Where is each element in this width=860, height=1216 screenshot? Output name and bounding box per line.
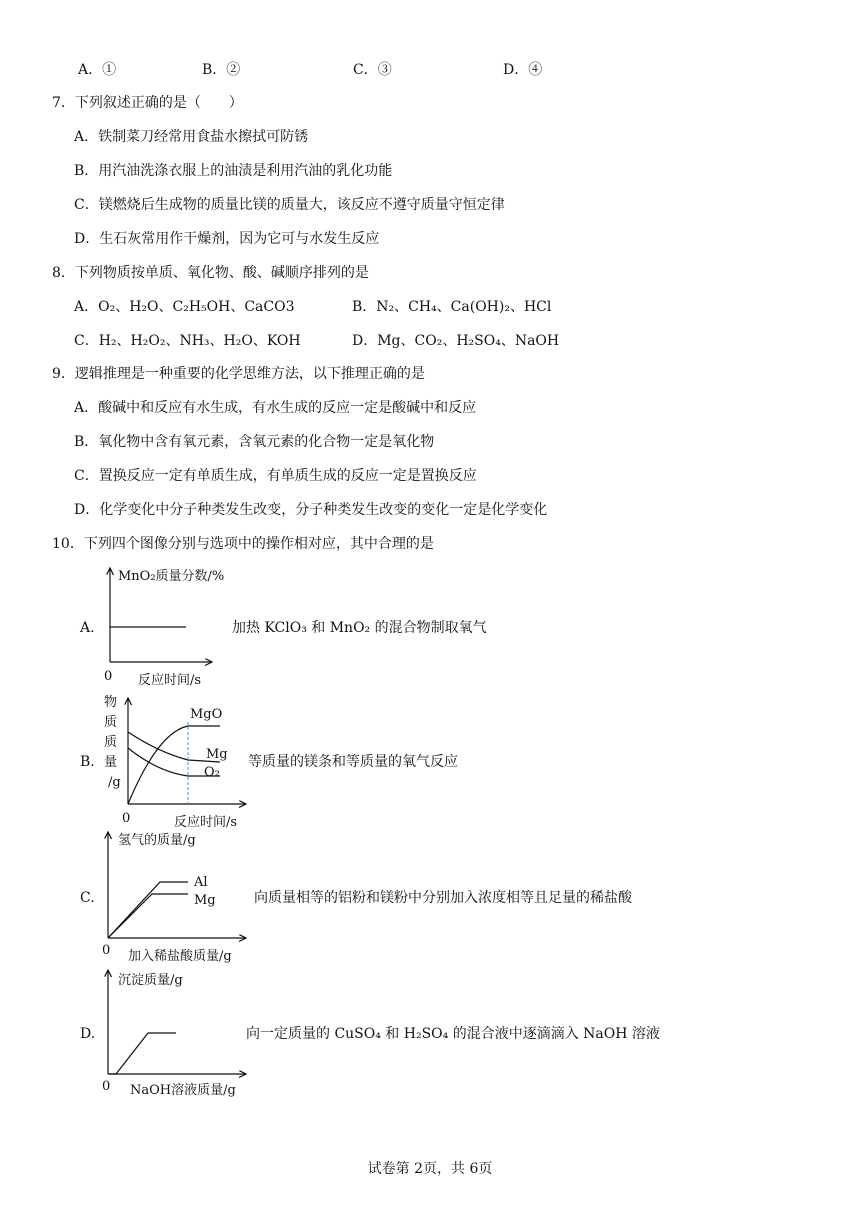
q10-a-origin: 0 <box>104 669 113 684</box>
q9-option-a: A．酸碱中和反应有水生成，有水生成的反应一定是酸碱中和反应 <box>74 400 477 416</box>
q10-b-letter: B. <box>80 754 95 770</box>
q10-b-label-mgo: MgO <box>190 707 223 722</box>
q10-c-graph <box>98 828 258 966</box>
q6-option-c: C．③ <box>353 62 392 78</box>
q10-d-origin: 0 <box>102 1079 111 1094</box>
q10-c-ylabel: 氢气的质量/g <box>118 833 196 848</box>
q10-d-line <box>108 1033 176 1074</box>
q10-d-ylabel: 沉淀质量/g <box>118 973 183 988</box>
q8-option-a: A．O₂、H₂O、C₂H₅OH、CaCO3 <box>74 299 295 315</box>
q6-option-a: A．① <box>78 62 117 78</box>
q8-option-d: D．Mg、CO₂、H₂SO₄、NaOH <box>352 333 560 349</box>
q7-stem: 7．下列叙述正确的是（ ） <box>52 95 243 111</box>
q10-c-label-al: Al <box>194 875 208 890</box>
q6-option-b: B．② <box>202 62 241 78</box>
q10-b-label-mg: Mg <box>206 747 228 762</box>
q10-b-description: 等质量的镁条和等质量的氧气反应 <box>248 754 458 770</box>
q10-b-ylabel-5: /g <box>108 775 121 790</box>
q7-option-c: C．镁燃烧后生成物的质量比镁的质量大，该反应不遵守质量守恒定律 <box>74 197 505 213</box>
q10-b-ylabel-1: 物 <box>104 695 118 710</box>
q10-b-ylabel-4: 量 <box>104 755 118 770</box>
q9-option-b: B．氧化物中含有氧元素，含氧元素的化合物一定是氧化物 <box>74 434 435 450</box>
q10-c-mg-line <box>108 894 188 938</box>
q9-option-d: D．化学变化中分子种类发生改变，分子种类发生改变的变化一定是化学变化 <box>74 502 548 518</box>
q10-a-graph <box>96 562 236 690</box>
q10-d-description: 向一定质量的 CuSO₄ 和 H₂SO₄ 的混合液中逐滴滴入 NaOH 溶液 <box>246 1026 660 1042</box>
q8-option-b: B．N₂、CH₄、Ca(OH)₂、HCl <box>352 299 552 315</box>
q7-option-d: D．生石灰常用作干燥剂，因为它可与水发生反应 <box>74 231 380 247</box>
q8-option-c: C．H₂、H₂O₂、NH₃、H₂O、KOH <box>74 333 301 349</box>
q8-stem: 8．下列物质按单质、氧化物、酸、碱顺序排列的是 <box>52 265 369 281</box>
page-footer: 试卷第 2页，共 6页 <box>367 1161 493 1177</box>
q10-d-graph <box>98 966 258 1100</box>
q7-option-a: A．铁制菜刀经常用食盐水擦拭可防锈 <box>74 129 309 145</box>
q9-option-c: C．置换反应一定有单质生成，有单质生成的反应一定是置换反应 <box>74 468 477 484</box>
q10-b-graph <box>98 692 258 832</box>
q10-b-ylabel-3: 质 <box>104 735 118 750</box>
q10-c-origin: 0 <box>102 943 111 958</box>
q10-c-letter: C. <box>80 890 95 906</box>
q10-b-xlabel: 反应时间/s <box>174 815 238 830</box>
q10-b-label-o2: O₂ <box>204 765 220 780</box>
q7-option-b: B．用汽油洗涤衣服上的油渍是利用汽油的乳化功能 <box>74 163 393 179</box>
q10-d-letter: D. <box>80 1026 96 1042</box>
q10-d-xlabel: NaOH溶液质量/g <box>130 1083 236 1098</box>
q10-c-xlabel: 加入稀盐酸质量/g <box>128 949 232 964</box>
q10-stem: 10．下列四个图像分别与选项中的操作相对应，其中合理的是 <box>52 536 434 552</box>
q10-a-xlabel: 反应时间/s <box>138 673 202 688</box>
q10-a-ylabel: MnO₂质量分数/% <box>118 569 225 584</box>
q10-a-description: 加热 KClO₃ 和 MnO₂ 的混合物制取氧气 <box>232 620 487 636</box>
q10-c-label-mg: Mg <box>194 893 216 908</box>
q10-a-letter: A. <box>80 620 95 636</box>
q10-c-al-line <box>108 882 188 938</box>
q10-c-description: 向质量相等的铝粉和镁粉中分别加入浓度相等且足量的稀盐酸 <box>254 890 632 906</box>
q10-b-ylabel-2: 质 <box>104 715 118 730</box>
q10-b-origin: 0 <box>122 811 131 826</box>
q6-option-d: D．④ <box>503 62 543 78</box>
q9-stem: 9．逻辑推理是一种重要的化学思维方法，以下推理正确的是 <box>52 366 425 382</box>
